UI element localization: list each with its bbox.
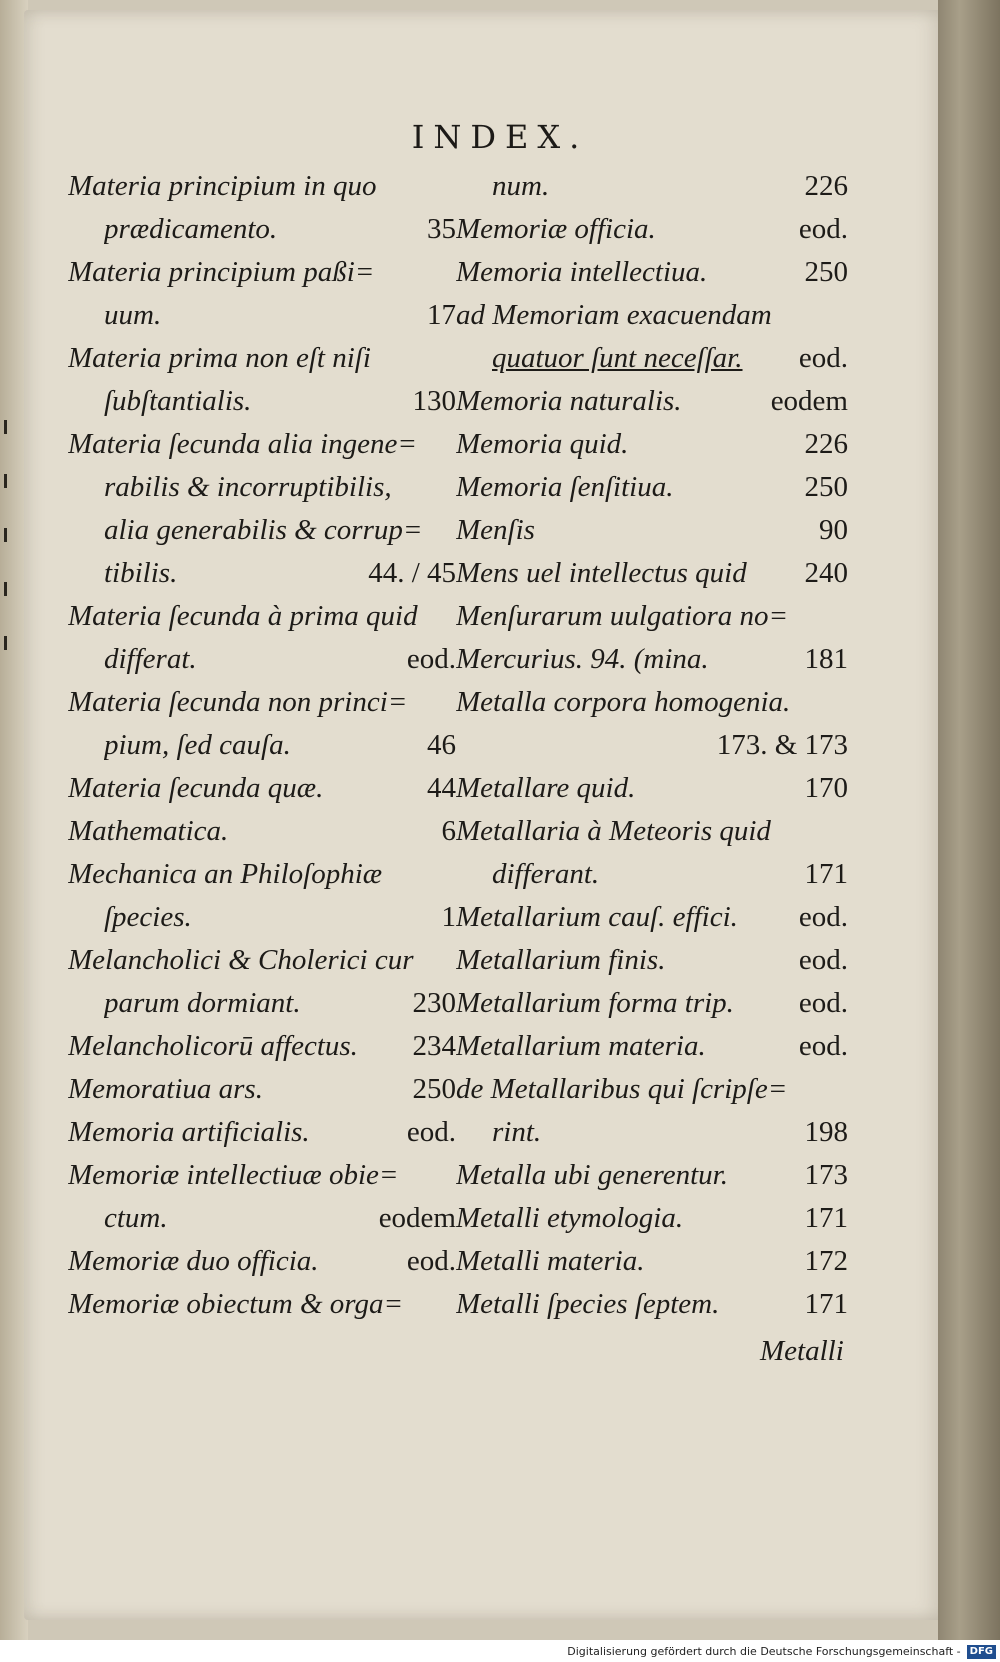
entry-text: ſubſtantialis. [104, 385, 252, 417]
catchword: Metalli [760, 1335, 844, 1367]
entry-text: ctum. [104, 1202, 168, 1234]
entry-page-ref: 90 [819, 514, 848, 546]
entry-page-ref: 250 [412, 1073, 456, 1105]
entry-text: Metallaria à Meteoris quid [456, 815, 771, 847]
index-entry-line [68, 1154, 456, 1197]
entry-text: Materia principium in quo [68, 170, 377, 202]
index-entry-line [68, 251, 456, 294]
index-entry-line [456, 380, 848, 423]
index-entry-line [68, 853, 456, 896]
entry-text: Materia principium paßi= [68, 256, 375, 288]
index-entry-line [68, 638, 456, 681]
index-entry-line [68, 1111, 456, 1154]
entry-page-ref: 172 [804, 1245, 848, 1277]
entry-page-ref: 250 [804, 471, 848, 503]
index-entry-line [456, 423, 848, 466]
index-entry-line [456, 681, 848, 724]
index-entry-line [68, 595, 456, 638]
index-entry-line [68, 681, 456, 724]
entry-text: de Metallaribus qui ſcripſe= [456, 1073, 788, 1105]
entry-page-ref: 44 [427, 772, 456, 804]
entry-page-ref: 173. & 173 [716, 729, 848, 761]
entry-text: Mens uel intellectus quid [456, 557, 747, 589]
index-entry-line [456, 1154, 848, 1197]
entry-text: num. [492, 170, 550, 202]
running-head: INDEX. [411, 118, 589, 156]
entry-text: Memoria quid. [456, 428, 629, 460]
entry-page-ref: eod. [798, 213, 848, 245]
entry-text: Memoria artificialis. [68, 1116, 310, 1148]
entry-text: quatuor ſunt neceſſar. [492, 342, 743, 374]
index-column-left [68, 165, 456, 1326]
entry-page-ref: eod. [406, 1116, 456, 1148]
index-entry-line [68, 337, 456, 380]
entry-text: Materia ſecunda alia ingene= [68, 428, 417, 460]
entry-text: Metalli ſpecies ſeptem. [456, 1288, 720, 1320]
entry-text: Melancholicorū affectus. [68, 1030, 358, 1062]
entry-text: Metallarium cauſ. effici. [456, 901, 738, 933]
entry-page-ref: eod. [798, 901, 848, 933]
entry-page-ref: eodem [378, 1202, 456, 1234]
entry-page-ref: eod. [798, 944, 848, 976]
entry-page-ref: 234 [412, 1030, 456, 1062]
entry-text: Memoria ſenſitiua. [456, 471, 674, 503]
entry-text: rint. [492, 1116, 542, 1148]
index-entry-line [456, 1111, 848, 1154]
index-entry-line [68, 1025, 456, 1068]
entry-text: rabilis & incorruptibilis, [104, 471, 392, 503]
index-entry-line [456, 767, 848, 810]
index-entry-line [68, 1283, 456, 1326]
dfg-logo: DFG [967, 1645, 996, 1659]
entry-text: Melancholici & Cholerici cur [68, 944, 414, 976]
index-entry-line [68, 1068, 456, 1111]
index-entry-line [456, 810, 848, 853]
entry-page-ref: 1 [441, 901, 456, 933]
entry-text: Metalli materia. [456, 1245, 645, 1277]
digitization-footer [0, 1642, 1000, 1662]
entry-page-ref: eod. [798, 342, 848, 374]
index-entry-line [68, 294, 456, 337]
index-entry-line [456, 251, 848, 294]
index-entry-line [456, 552, 848, 595]
entry-page-ref: 44. / 45 [368, 557, 456, 589]
entry-page-ref: eod. [406, 1245, 456, 1277]
index-entry-line [456, 1283, 848, 1326]
index-entry-line [456, 1025, 848, 1068]
entry-page-ref: 181 [804, 643, 848, 675]
right-page-stack [938, 0, 1000, 1640]
entry-page-ref: 226 [804, 170, 848, 202]
entry-page-ref: 46 [427, 729, 456, 761]
entry-text: Menſurarum uulgatiora no= [456, 600, 789, 632]
index-entry-line [68, 896, 456, 939]
entry-text: ſpecies. [104, 901, 192, 933]
entry-text: Materia ſecunda quæ. [68, 772, 324, 804]
index-entry-line [456, 1240, 848, 1283]
index-entry-line [456, 939, 848, 982]
index-entry-line [68, 165, 456, 208]
entry-text: Metalli etymologia. [456, 1202, 684, 1234]
entry-page-ref: 240 [804, 557, 848, 589]
index-entry-line [456, 724, 848, 767]
entry-page-ref: 198 [804, 1116, 848, 1148]
margin-marks [4, 420, 10, 690]
entry-text: Memoriæ intellectiuæ obie= [68, 1159, 399, 1191]
entry-page-ref: 171 [804, 1288, 848, 1320]
entry-text: Materia ſecunda à prima quid [68, 600, 418, 632]
index-entry-line [68, 380, 456, 423]
index-entry-line [456, 1068, 848, 1111]
index-entry-line [68, 423, 456, 466]
entry-page-ref: 17 [427, 299, 456, 331]
index-entry-line [456, 509, 848, 552]
entry-text: Materia prima non eſt niſi [68, 342, 371, 374]
entry-text: Mathematica. [68, 815, 229, 847]
index-entry-line [68, 208, 456, 251]
entry-page-ref: eodem [770, 385, 848, 417]
entry-text: Metallare quid. [456, 772, 636, 804]
index-column-right [456, 165, 848, 1326]
entry-page-ref: 6 [441, 815, 456, 847]
entry-page-ref: 130 [412, 385, 456, 417]
entry-text: Metalla ubi generentur. [456, 1159, 728, 1191]
entry-text: Metallarium materia. [456, 1030, 706, 1062]
index-entry-line [456, 337, 848, 380]
index-entry-line [68, 509, 456, 552]
entry-text: Memoria intellectiua. [456, 256, 708, 288]
index-entry-line [68, 1197, 456, 1240]
index-entry-line [68, 982, 456, 1025]
entry-page-ref: eod. [798, 1030, 848, 1062]
index-entry-line [68, 767, 456, 810]
footer-credit: Digitalisierung gefördert durch die Deutsche Forschungsgemeinschaft - [567, 1645, 961, 1658]
entry-page-ref: 171 [804, 1202, 848, 1234]
index-entry-line [68, 724, 456, 767]
entry-text: Metallarium finis. [456, 944, 666, 976]
entry-text: Memoriæ officia. [456, 213, 656, 245]
index-entry-line [68, 1240, 456, 1283]
entry-page-ref: 171 [804, 858, 848, 890]
entry-page-ref: 250 [804, 256, 848, 288]
index-entry-line [68, 939, 456, 982]
entry-text: Menſis [456, 514, 535, 546]
index-entry-line [456, 595, 848, 638]
index-entry-line [456, 1197, 848, 1240]
index-entry-line [456, 638, 848, 681]
index-entry-line [456, 208, 848, 251]
entry-text: Memoratiua ars. [68, 1073, 263, 1105]
entry-text: alia generabilis & corrup= [104, 514, 423, 546]
entry-page-ref: eod. [798, 987, 848, 1019]
entry-text: Memoria naturalis. [456, 385, 682, 417]
entry-page-ref: eod. [406, 643, 456, 675]
entry-page-ref: 230 [412, 987, 456, 1019]
entry-text: Metallarium forma trip. [456, 987, 734, 1019]
entry-text: Metalla corpora homogenia. [456, 686, 791, 718]
entry-text: differat. [104, 643, 197, 675]
index-entry-line [456, 853, 848, 896]
entry-text: Mechanica an Philoſophiæ [68, 858, 383, 890]
index-entry-line [456, 466, 848, 509]
entry-page-ref: 170 [804, 772, 848, 804]
entry-text: Mercurius. 94. (mina. [456, 643, 709, 675]
index-entry-line [68, 552, 456, 595]
index-entry-line [456, 896, 848, 939]
entry-text: parum dormiant. [104, 987, 301, 1019]
index-entry-line [456, 294, 848, 337]
entry-text: Memoriæ obiectum & orga= [68, 1288, 404, 1320]
index-entry-line [456, 165, 848, 208]
entry-text: Memoriæ duo officia. [68, 1245, 319, 1277]
entry-text: prædicamento. [104, 213, 278, 245]
entry-text: ad Memoriam exacuendam [456, 299, 772, 331]
entry-text: tibilis. [104, 557, 178, 589]
entry-page-ref: 226 [804, 428, 848, 460]
index-entry-line [68, 810, 456, 853]
entry-text: differant. [492, 858, 600, 890]
entry-text: pium, ſed cauſa. [104, 729, 291, 761]
index-entry-line [456, 982, 848, 1025]
entry-text: Materia ſecunda non princi= [68, 686, 408, 718]
entry-page-ref: 35 [427, 213, 456, 245]
entry-text: uum. [104, 299, 162, 331]
entry-page-ref: 173 [804, 1159, 848, 1191]
index-entry-line [68, 466, 456, 509]
